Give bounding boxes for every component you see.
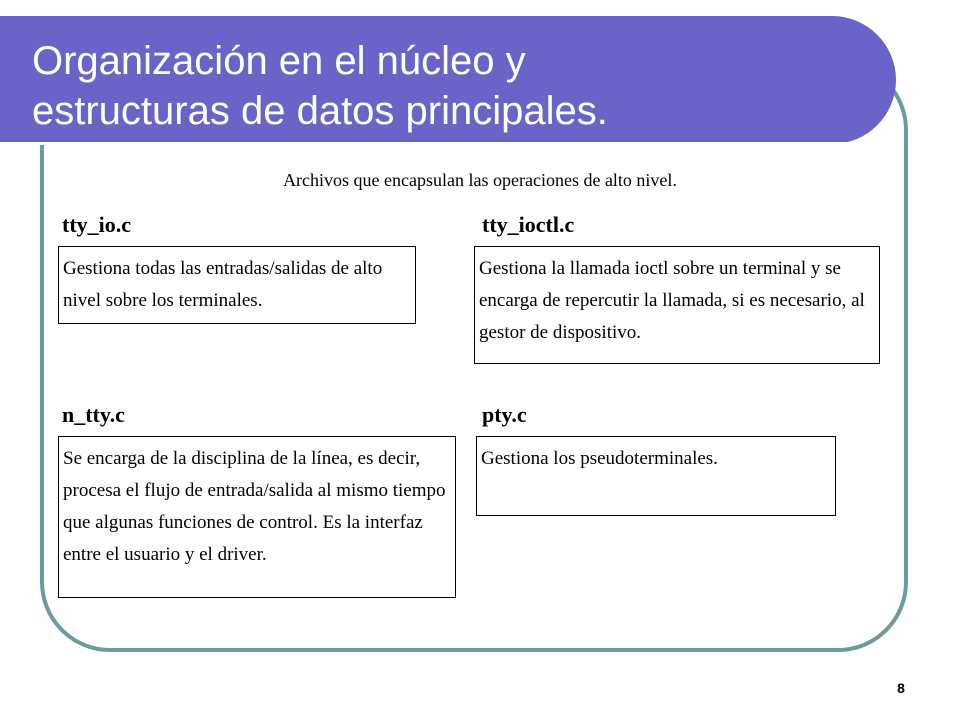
page-number: 8 xyxy=(897,680,905,696)
slide-title-line-1: Organización en el núcleo y xyxy=(32,39,526,83)
file-name-n-tty: n_tty.c xyxy=(62,402,125,427)
title-underline xyxy=(0,142,848,145)
slide-title xyxy=(32,36,608,136)
description-box-tty-io: Gestiona todas las entradas/salidas de alto nivel sobre los terminales. xyxy=(58,246,416,324)
description-box-pty: Gestiona los pseudoterminales. xyxy=(476,436,836,516)
description-box-n-tty: Se encarga de la disciplina de la línea, es decir, procesa el flujo de entrada/salida al mismo tiempo que algunas funciones de control. Es la interfaz entre el usuario y el driver. xyxy=(58,436,456,598)
description-box-tty-ioctl: Gestiona la llamada ioctl sobre un terminal y se encarga de repercutir la llamada, si es necesario, al gestor de dispositivo. xyxy=(474,246,880,364)
file-name-tty-ioctl: tty_ioctl.c xyxy=(482,212,575,237)
file-name-pty: pty.c xyxy=(482,402,527,427)
section-subtitle xyxy=(0,170,960,191)
section-subtitle-text: Archivos que encapsulan las operaciones de alto nivel. xyxy=(283,170,677,190)
title-bar xyxy=(0,16,896,144)
slide-title-line-2: estructuras de datos principales. xyxy=(32,89,608,133)
file-name-tty-io: tty_io.c xyxy=(62,212,132,237)
